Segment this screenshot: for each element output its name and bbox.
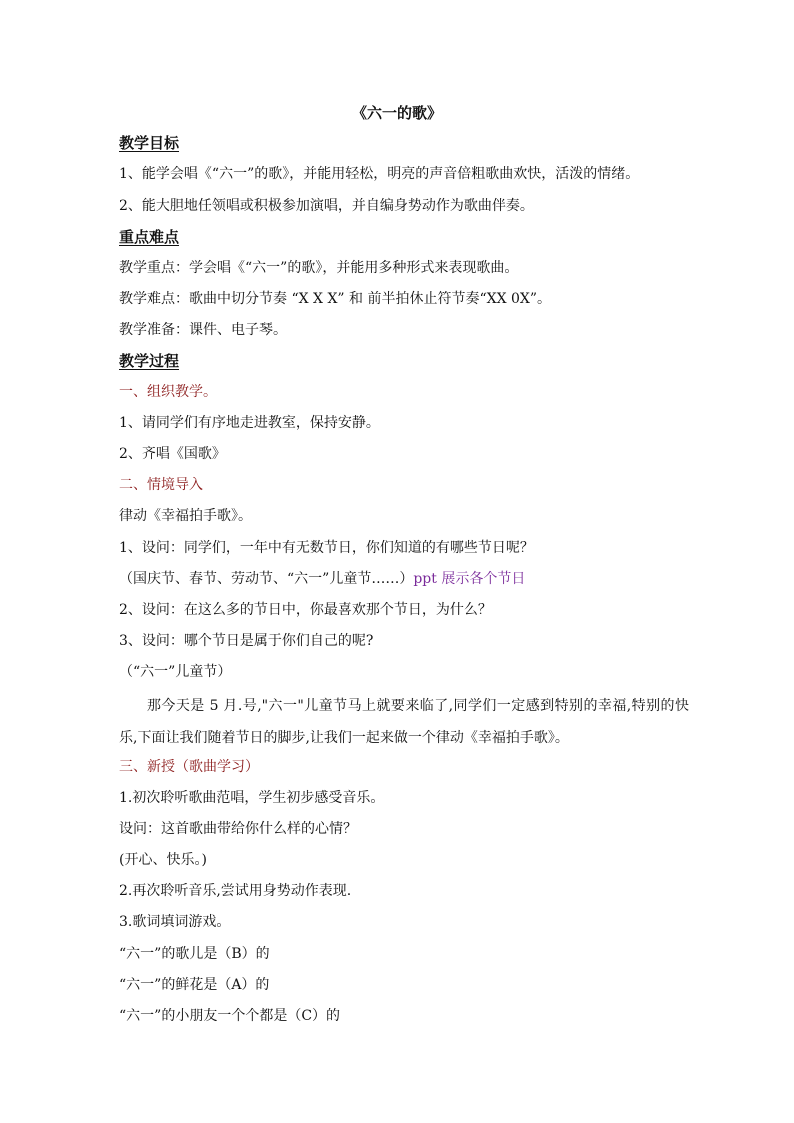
lesson-item: “六一”的歌儿是（B）的 <box>119 946 270 962</box>
intro-answer-1 <box>119 569 689 589</box>
answer-1-ppt-note: ppt 展示各个节日 <box>413 571 526 587</box>
intro-question-3: 3、设问：哪个节日是属于你们自己的呢? <box>119 633 374 649</box>
intro-question-2: 2、设问：在这么多的节日中，你最喜欢那个节日，为什么？ <box>119 602 492 618</box>
intro-activity: 律动《幸福拍手歌》。 <box>119 508 252 524</box>
lesson-item: 2.再次聆听音乐,尝试用身势动作表现. <box>119 883 352 899</box>
document-title: 《六一的歌》 <box>351 104 442 122</box>
heading-key-points: 重点难点 <box>119 228 180 246</box>
teaching-preparation: 教学准备：课件、电子琴。 <box>119 322 287 338</box>
lesson-item: (开心、快乐。) <box>119 852 207 868</box>
heading-teaching-process: 教学过程 <box>119 352 180 370</box>
section-intro-title: 二、情境导入 <box>119 477 203 493</box>
lesson-item: 1.初次聆听歌曲范唱，学生初步感受音乐。 <box>119 790 385 806</box>
section-organize-title: 一、组织教学。 <box>119 384 217 400</box>
lesson-item: “六一”的小朋友一个个都是（C）的 <box>119 1008 341 1024</box>
goal-item-2: 2、能大胆地任领唱或积极参加演唱，并自编身势动作为歌曲伴奏。 <box>119 198 534 214</box>
organize-item-1: 1、请同学们有序地走进教室，保持安静。 <box>119 415 380 431</box>
teaching-difficulty: 教学难点：歌曲中切分节奏 “X X X” 和 前半拍休止符节奏“XX 0X”。 <box>119 291 552 307</box>
lesson-item: “六一”的鲜花是（A）的 <box>119 977 270 993</box>
organize-item-2: 2、齐唱《国歌》 <box>119 446 226 462</box>
intro-answer-3: （“六一”儿童节） <box>119 664 232 680</box>
answer-1-text: （国庆节、春节、劳动节、“六一”儿童节……） <box>119 571 414 587</box>
heading-teaching-goals: 教学目标 <box>119 134 180 152</box>
lesson-item: 3.歌词填词游戏。 <box>119 914 231 930</box>
intro-paragraph: 那今天是 5 月.号,"六一"儿童节马上就要来临了,同学们一定感到特别的幸福,特别的快乐,下面让我们随着节日的脚步,让我们一起来做一个律动《幸福拍手歌》。 <box>119 698 689 746</box>
section-new-lesson-title: 三、新授（歌曲学习） <box>119 759 259 775</box>
goal-item-1: 1、能学会唱《“六一”的歌》，并能用轻松，明亮的声音倍粗歌曲欢快，活泼的情绪。 <box>119 166 640 182</box>
lesson-item: 设问：这首歌曲带给你什么样的心情？ <box>119 821 357 837</box>
teaching-focus: 教学重点：学会唱《“六一”的歌》，并能用多种形式来表现歌曲。 <box>119 260 519 276</box>
intro-question-1: 1、设问：同学们，一年中有无数节日，你们知道的有哪些节日呢？ <box>119 540 534 556</box>
